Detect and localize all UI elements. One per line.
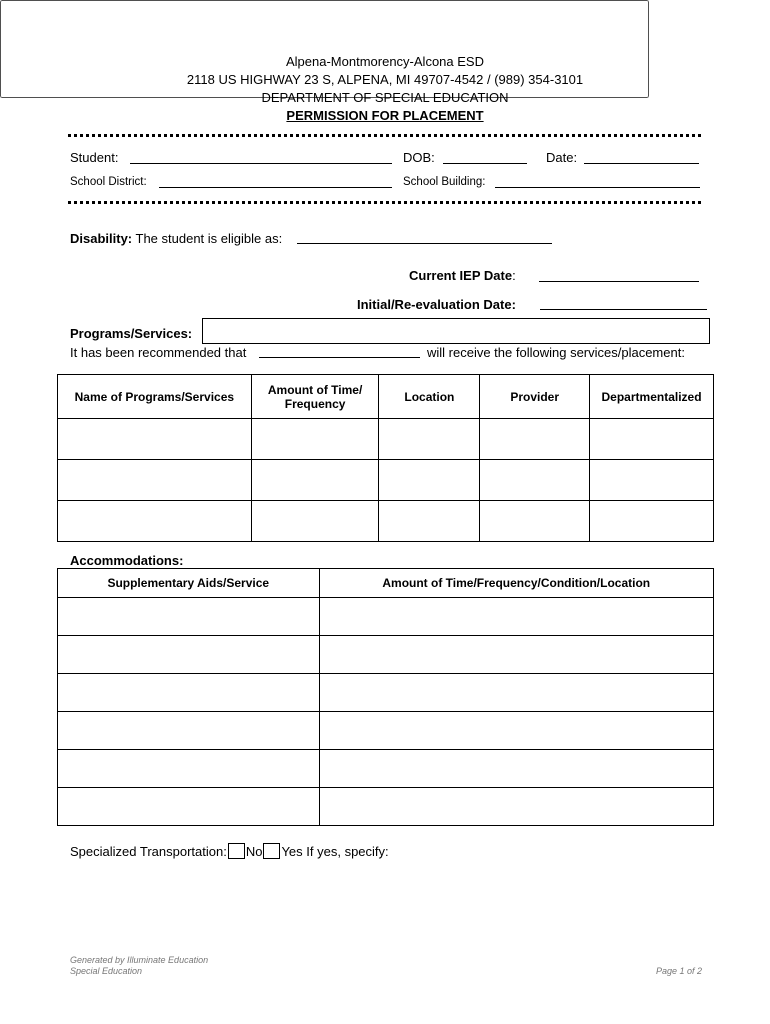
student-label: Student: [70, 150, 119, 165]
table-cell[interactable] [58, 460, 252, 501]
disability-line [70, 231, 282, 246]
bottom-divider [68, 201, 701, 204]
recommend-prefix: It has been recommended that [70, 345, 247, 360]
col-time-condition-location: Amount of Time/Frequency/Condition/Location [319, 569, 713, 598]
current-iep-date-line [409, 268, 516, 283]
recommend-suffix: will receive the following services/placement: [427, 345, 685, 360]
programs-header-row [58, 375, 714, 419]
table-cell[interactable] [251, 460, 379, 501]
current-iep-date-field[interactable] [539, 281, 699, 282]
form-title: PERMISSION FOR PLACEMENT [286, 108, 484, 123]
accommodations-label: Accommodations: [70, 553, 184, 568]
table-cell[interactable] [58, 674, 320, 712]
table-cell[interactable] [480, 501, 590, 542]
school-district-field[interactable] [159, 187, 392, 188]
table-cell[interactable] [590, 419, 714, 460]
current-iep-colon: : [512, 268, 516, 283]
table-cell[interactable] [319, 674, 713, 712]
yes-checkbox[interactable] [263, 843, 280, 859]
table-cell[interactable] [590, 460, 714, 501]
table-cell[interactable] [58, 750, 320, 788]
programs-services-label: Programs/Services: [70, 326, 193, 341]
table-cell[interactable] [480, 419, 590, 460]
col-program-name: Name of Programs/Services [58, 375, 252, 419]
col-supplementary-aids: Supplementary Aids/Service [58, 569, 320, 598]
table-row [58, 460, 714, 501]
table-cell[interactable] [319, 598, 713, 636]
table-cell[interactable] [58, 419, 252, 460]
programs-table [57, 374, 714, 542]
school-district-label: School District: [70, 176, 147, 188]
current-iep-date-label: Current IEP Date [409, 268, 513, 283]
table-cell[interactable] [251, 419, 379, 460]
col-departmentalized: Departmentalized [590, 375, 714, 419]
table-row [58, 419, 714, 460]
table-cell[interactable] [58, 788, 320, 826]
table-cell[interactable] [58, 501, 252, 542]
date-label: Date: [546, 150, 578, 165]
table-cell[interactable] [319, 750, 713, 788]
table-cell[interactable] [58, 598, 320, 636]
no-checkbox[interactable] [228, 843, 245, 859]
programs-services-field[interactable] [202, 318, 710, 344]
table-row [58, 750, 714, 788]
top-divider [68, 134, 701, 137]
org-name: Alpena-Montmorency-Alcona ESD [286, 54, 484, 69]
table-row [58, 598, 714, 636]
table-cell[interactable] [251, 501, 379, 542]
transportation-line [70, 843, 389, 859]
page-number: Page 1 of 2 [656, 966, 703, 976]
generated-by-text: Generated by Illuminate Education [70, 955, 209, 965]
disability-text: The student is eligible as: [135, 231, 283, 246]
reevaluation-date-field[interactable] [540, 309, 707, 310]
col-location: Location [379, 375, 480, 419]
student-field[interactable] [130, 163, 392, 164]
no-label: No [245, 844, 263, 859]
org-address: 2118 US HIGHWAY 23 S, ALPENA, MI 49707-4542 / (989) 354-3101 [186, 72, 584, 87]
col-provider: Provider [480, 375, 590, 419]
accommodations-header-row [58, 569, 714, 598]
eligibility-field[interactable] [297, 243, 552, 244]
table-cell[interactable] [58, 636, 320, 674]
table-cell[interactable] [590, 501, 714, 542]
table-cell[interactable] [319, 788, 713, 826]
table-row [58, 788, 714, 826]
date-field[interactable] [584, 163, 699, 164]
table-cell[interactable] [379, 460, 480, 501]
school-building-label: School Building: [403, 176, 486, 188]
school-building-field[interactable] [495, 187, 700, 188]
disability-label: Disability: [70, 231, 133, 246]
table-cell[interactable] [58, 712, 320, 750]
yes-label: Yes [281, 844, 303, 859]
specify-label: If yes, specify: [306, 844, 389, 859]
section-text: Special Education [70, 966, 143, 976]
accommodations-table [57, 568, 714, 826]
reevaluation-date-label: Initial/Re-evaluation Date: [357, 297, 516, 312]
department-name: DEPARTMENT OF SPECIAL EDUCATION [261, 90, 509, 105]
recommended-student-field[interactable] [259, 357, 420, 358]
col-time-frequency: Amount of Time/ Frequency [251, 375, 379, 419]
table-row [58, 636, 714, 674]
table-cell[interactable] [480, 460, 590, 501]
table-row [58, 501, 714, 542]
table-cell[interactable] [379, 501, 480, 542]
table-cell[interactable] [319, 712, 713, 750]
table-cell[interactable] [319, 636, 713, 674]
table-row [58, 674, 714, 712]
dob-label: DOB: [403, 150, 435, 165]
table-cell[interactable] [379, 419, 480, 460]
table-row [58, 712, 714, 750]
transportation-label: Specialized Transportation: [70, 844, 227, 859]
dob-field[interactable] [443, 163, 527, 164]
